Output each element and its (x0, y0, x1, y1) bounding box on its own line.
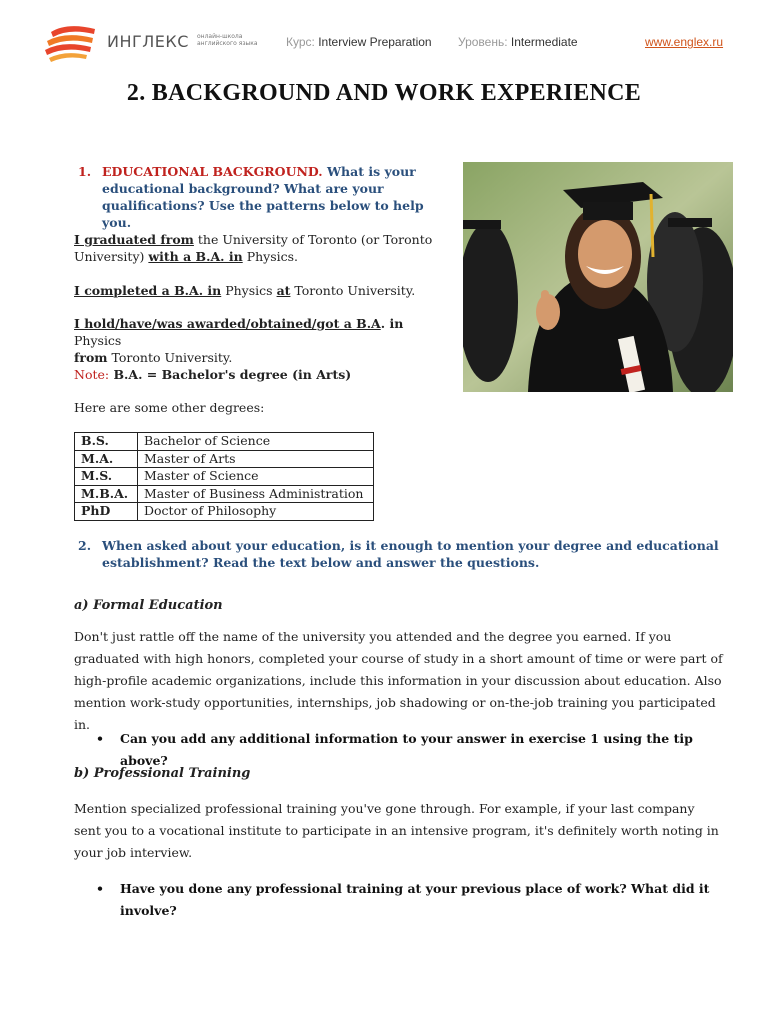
table-row (75, 450, 374, 468)
degree-full: Master of Arts (138, 450, 374, 468)
table-row (75, 485, 374, 503)
degree-full: Doctor of Philosophy (138, 503, 374, 521)
table-row (75, 433, 374, 451)
question-1-number: 1. (78, 164, 92, 179)
other-degrees-intro: Here are some other degrees: (74, 400, 265, 415)
pattern-2-text-2: Toronto University. (290, 283, 416, 298)
bullet-dot: • (96, 731, 104, 746)
pattern-1-key: I graduated from (74, 232, 194, 247)
degree-abbr: B.S. (75, 433, 138, 451)
pattern-2-text: Physics (221, 283, 277, 298)
section-b-bullet-line1: Have you done any professional training at your previous place of work? What did it (120, 881, 710, 896)
degree-full: Master of Science (138, 468, 374, 486)
question-1-line1: What is your (322, 164, 416, 179)
pattern-1-text-2: University) (74, 249, 149, 264)
note (74, 366, 454, 383)
page-title: 2. BACKGROUND AND WORK EXPERIENCE (126, 80, 642, 106)
degree-full: Bachelor of Science (138, 433, 374, 451)
pattern-1-key-2: with a B.A. in (148, 249, 243, 264)
note-text: B.A. = Bachelor's degree (in Arts) (109, 367, 352, 382)
pattern-3-key: I hold/have/was awarded/obtained/got a B.A (74, 316, 381, 331)
pattern-1-text: the University of Toronto (or Toronto (193, 232, 433, 247)
section-b-body: Mention specialized professional training you've gone through. For example, if your last company sent you to a vocational institute to participate in an intensive program, it's definitely worth noting in your job interview. (74, 801, 719, 860)
pattern-3 (74, 315, 454, 366)
section-b-bullet-text (120, 878, 740, 922)
pattern-1-text-3: Physics. (242, 249, 299, 264)
englex-logo-icon (45, 24, 101, 62)
section-a-heading: a) Formal Education (74, 598, 223, 613)
pattern-2-key: I completed a B.A. in (74, 283, 222, 298)
question-1-lead: EDUCATIONAL BACKGROUND. (102, 164, 323, 179)
degree-abbr: M.S. (75, 468, 138, 486)
question-2-number: 2. (78, 538, 92, 553)
section-b-bullet-line2: involve? (120, 903, 177, 918)
question-1-line2: educational background? What are your (102, 181, 384, 196)
course-value: Interview Preparation (318, 35, 432, 49)
logo-wordmark: ИНГЛЕКС (107, 32, 189, 51)
pattern-1 (74, 231, 454, 265)
question-2 (78, 537, 742, 571)
course-label: Курс: (286, 35, 315, 49)
degree-abbr: M.B.A. (75, 485, 138, 503)
degree-full: Master of Business Administration (138, 485, 374, 503)
pattern-2-key-2: at (276, 283, 291, 298)
section-b-heading: b) Professional Training (74, 766, 251, 781)
note-label: Note: (74, 367, 110, 382)
site-link[interactable]: www.englex.ru (645, 35, 724, 49)
question-1 (78, 163, 452, 231)
course-info (286, 35, 432, 49)
section-a-body: Don't just rattle off the name of the university you attended and the degree you earned. If you graduated with high honors, completed your course of study in a short amount of time or were part of high-profile academic organizations, include this information in your discussion about education. Also mention work-study opportunities, internships, job shadowing or on-the-job training you participated in. (74, 629, 723, 732)
logo-tagline: онлайн-школа английского языка (197, 33, 258, 47)
question-1-line3: qualifications? Use the patterns below to help you. (102, 198, 424, 230)
pattern-3-key-3: from (74, 350, 108, 365)
englex-logo[interactable] (45, 24, 260, 64)
table-row (75, 468, 374, 486)
bullet-dot: • (96, 881, 104, 896)
degrees-table (74, 432, 374, 521)
degree-abbr: PhD (75, 503, 138, 521)
section-a-bullet-text: Can you add any additional information to your answer in exercise 1 using the tip above? (120, 731, 693, 768)
graduate-photo (463, 162, 733, 392)
question-2-line1: When asked about your education, is it enough to mention your degree and educational (102, 538, 719, 553)
level-info (458, 35, 578, 49)
pattern-2 (74, 282, 454, 299)
level-label: Уровень: (458, 35, 508, 49)
table-row (75, 503, 374, 521)
question-2-line2: establishment? Read the text below and answer the questions. (102, 555, 540, 570)
pattern-3-text-2: Toronto University. (107, 350, 233, 365)
degree-abbr: M.A. (75, 450, 138, 468)
pattern-3-key-2: in (389, 316, 404, 331)
pattern-3-punct: . (380, 316, 390, 331)
level-value: Intermediate (510, 35, 578, 49)
page-header (0, 0, 768, 70)
pattern-3-text: Physics (74, 333, 122, 348)
